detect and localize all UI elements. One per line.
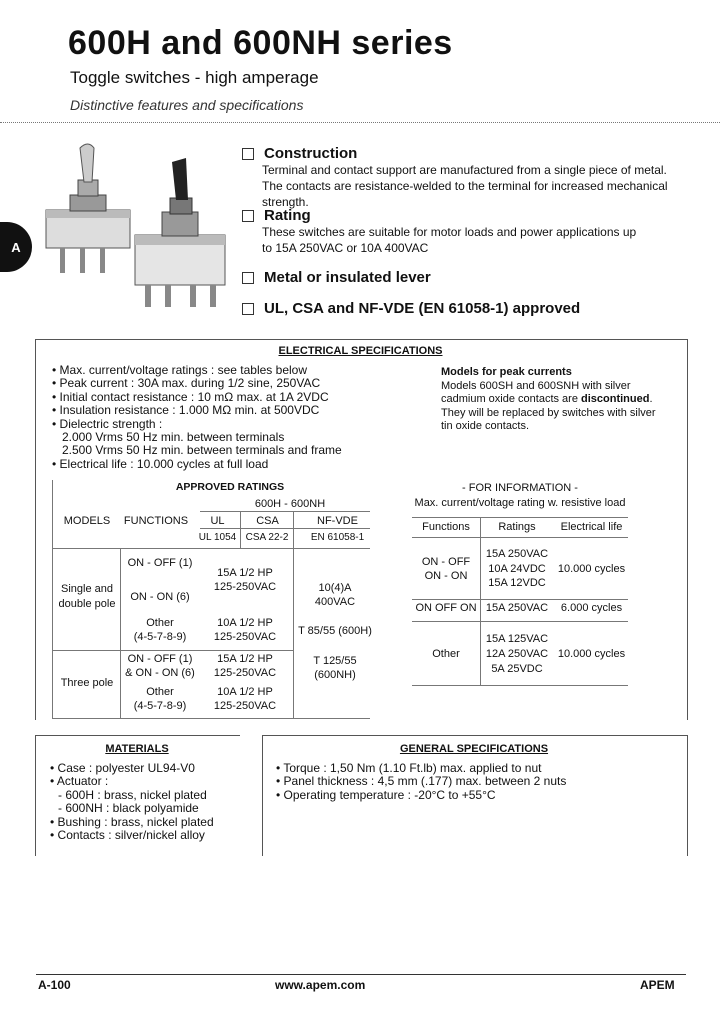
page-tagline: Distinctive features and specifications xyxy=(70,97,304,113)
materials-heading: MATERIALS xyxy=(105,743,169,755)
feature-rating: Rating These switches are suitable for motor loads and power applications up to 15A 250VAC or 10A 400VAC xyxy=(242,207,682,256)
section-tab: A xyxy=(0,222,32,272)
website-link[interactable]: www.apem.com xyxy=(275,978,366,992)
general-list: • Torque : 1,50 Nm (1.10 Ft.lb) max. applied to nut • Panel thickness : 4,5 mm (.177) max. between 2 nuts • Operating temperature : -20°C to +55°C xyxy=(276,761,567,802)
page-subtitle: Toggle switches - high amperage xyxy=(70,68,319,87)
feature-approvals: UL, CSA and NF-VDE (EN 61058-1) approved xyxy=(242,300,682,317)
header-divider xyxy=(0,122,720,123)
footer-divider xyxy=(36,974,686,975)
insulated-lever-switch-image xyxy=(135,158,225,307)
checkbox-icon xyxy=(242,272,254,284)
page-number: A-100 xyxy=(38,978,71,992)
metal-lever-switch-image xyxy=(46,144,130,273)
checkbox-icon xyxy=(242,148,254,160)
checkbox-icon xyxy=(242,303,254,315)
feature-lever: Metal or insulated lever xyxy=(242,269,682,286)
peak-currents-note: Models for peak currents Models 600SH and 600SNH with silver cadmium oxide contacts are discontinued. They will be replaced by switches with silver tin oxide contacts. xyxy=(441,366,656,432)
general-heading: GENERAL SPECIFICATIONS xyxy=(399,743,549,755)
electrical-bullets: • Max. current/voltage ratings : see tables below • Peak current : 30A max. during 1/2 sine, 250VAC • Initial contact resistance : 10 mΩ max. at 1A 2VDC • Insulation resistance : 1.000 MΩ min. at 500VDC • Dielectric strength : 2.000 Vrms 50 Hz min. between terminals 2.500 Vrms 50 Hz min. between terminals and frame • Electrical life : 10.000 cycles at full load xyxy=(52,363,342,471)
brand-name: APEM xyxy=(640,978,675,992)
product-photo xyxy=(40,140,240,315)
feature-construction: Construction Terminal and contact support are manufactured from a single piece of metal. The contacts are resistance-welded to the terminal for increased mechanical strength. xyxy=(242,145,682,210)
page-title: 600H and 600NH series xyxy=(68,24,453,62)
electrical-heading: ELECTRICAL SPECIFICATIONS xyxy=(278,345,443,357)
materials-list: • Case : polyester UL94-V0 • Actuator : - 600H : brass, nickel plated - 600NH : black polyamide • Bushing : brass, nickel plated • Contacts : silver/nickel alloy xyxy=(50,761,214,843)
checkbox-icon xyxy=(242,210,254,222)
